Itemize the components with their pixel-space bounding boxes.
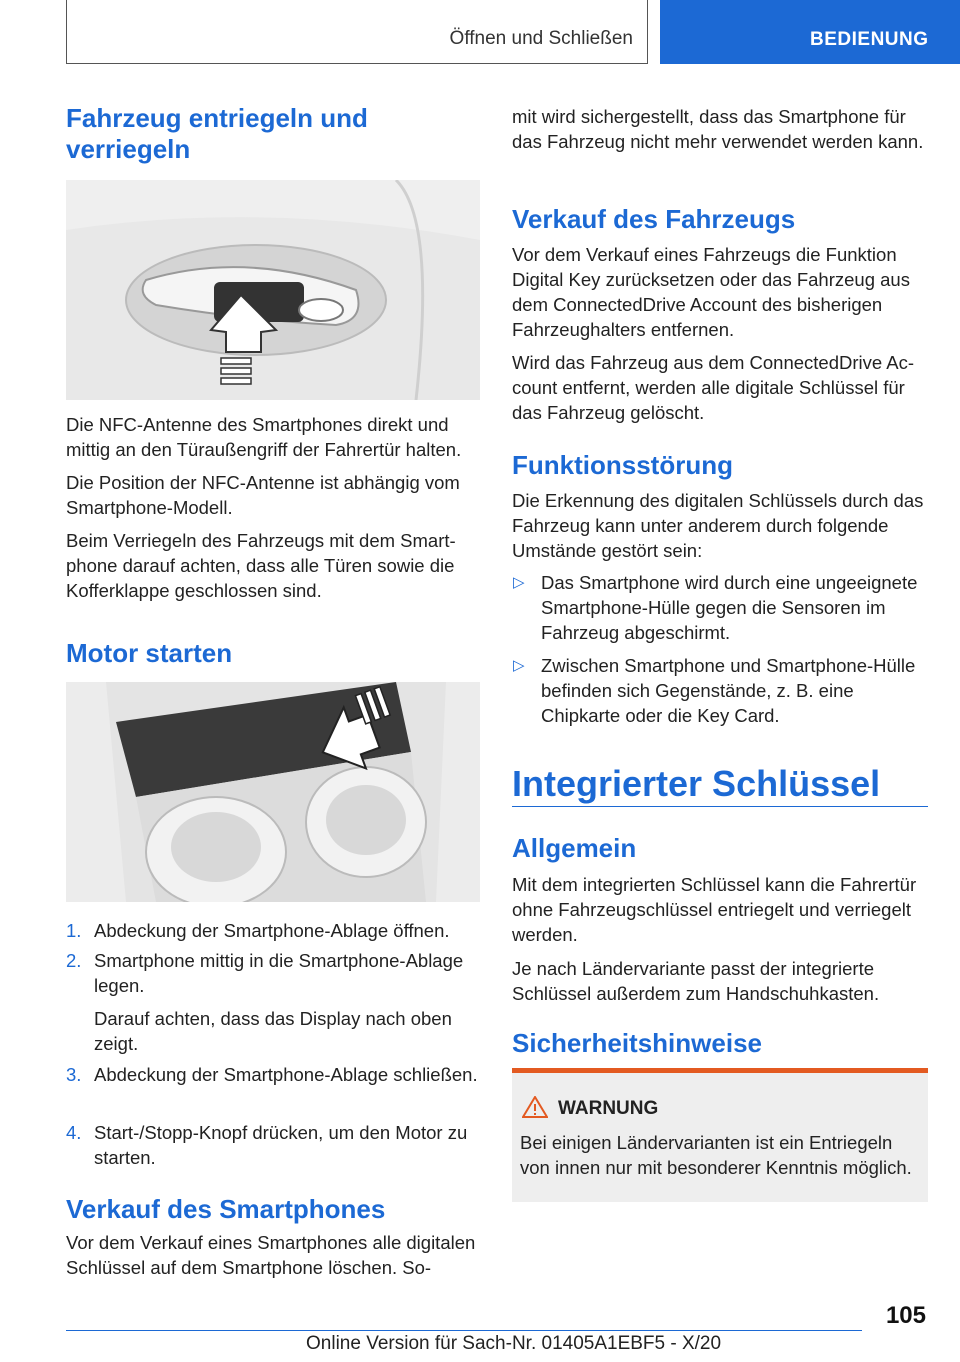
- warning-bar: [512, 1068, 928, 1073]
- step-text: Start-/Stopp-Knopf drücken, um den Motor zu starten.: [94, 1122, 468, 1168]
- unlock-paragraph-1: Die NFC-Antenne des Smartphones direkt und mittig an den Türaußengriff der Fahrertür halten.: [66, 414, 462, 460]
- step-text: Smartphone mittig in die Smartphone-Ablage legen.: [94, 950, 464, 996]
- step-number: 1.: [66, 920, 82, 941]
- heading-integrated-key: Integrierter Schlüssel: [512, 763, 881, 804]
- online-version-text: Online Version für Sach-Nr. 01405A1EBF5 - X/20: [306, 1333, 722, 1354]
- step-text: Abdeckung der Smartphone-Ablage schließen.: [94, 1064, 478, 1085]
- heading-sale-phone: Verkauf des Smartphones: [66, 1194, 386, 1224]
- sale-car-paragraph-1: Vor dem Verkauf eines Fahrzeugs die Funktion Digital Key zurücksetzen oder das Fahrzeug aus dem ConnectedDrive Account des bisherigen Fahrzeughalters entfernen.: [512, 244, 910, 340]
- sale-car-paragraph-2: Wird das Fahrzeug aus dem ConnectedDrive Account entfernt, werden alle digitale Schlüssel für das Fahrzeug gelöscht.: [512, 352, 915, 423]
- chapter-tab-label: BEDIENUNG: [810, 29, 929, 50]
- chapter-tab[interactable]: [660, 0, 960, 64]
- footer-rule: [66, 1330, 862, 1331]
- warning-triangle-icon: [522, 1096, 548, 1118]
- heading-rule: [512, 806, 928, 807]
- door-handle-illustration: [66, 180, 480, 400]
- header-box: [66, 0, 648, 64]
- section-title: Öffnen und Schließen: [449, 28, 633, 49]
- step-number: 4.: [66, 1122, 82, 1143]
- step-text: Abdeckung der Smartphone-Ablage öffnen.: [94, 920, 450, 941]
- heading-fault: Funktionsstörung: [512, 450, 733, 480]
- bullet-triangle-icon: ▷: [513, 574, 525, 591]
- warning-title: WARNUNG: [558, 1098, 659, 1119]
- page-number: 105: [885, 1302, 926, 1329]
- step-note: Darauf achten, dass das Display nach oben zeigt.: [94, 1008, 452, 1054]
- step-number: 2.: [66, 950, 82, 971]
- heading-safety: Sicherheitshinweise: [512, 1028, 762, 1058]
- phone-tray-illustration: [66, 682, 480, 902]
- warning-text: Bei einigen Ländervarianten ist ein Entriegeln von innen nur mit besonderer Kenntnis möglich.: [520, 1132, 912, 1178]
- heading-unlock: Fahrzeug entriegeln und verriegeln: [66, 103, 368, 164]
- unlock-paragraph-2: Die Position der NFC-Antenne ist abhängig vom Smartphone-Modell.: [66, 472, 460, 518]
- continued-paragraph: mit wird sichergestellt, dass das Smartphone für das Fahrzeug nicht mehr verwendet werden kann.: [512, 106, 924, 152]
- warning-box: [512, 1068, 928, 1202]
- fault-bullet-2: Zwischen Smartphone und Smartphone-Hülle befinden sich Gegenstände, z. B. eine Chipkarte oder die Key Card.: [541, 655, 916, 726]
- step-number: 3.: [66, 1064, 82, 1085]
- heading-general: Allgemein: [512, 833, 637, 863]
- fault-bullet-1: Das Smartphone wird durch eine ungeeignete Smartphone-Hülle gegen die Sensoren im Fahrzeug abgeschirmt.: [541, 572, 918, 643]
- heading-sale-car: Verkauf des Fahrzeugs: [512, 204, 796, 234]
- sale-phone-paragraph: Vor dem Verkauf eines Smartphones alle digitalen Schlüssel auf dem Smartphone löschen. So-: [66, 1232, 476, 1278]
- general-paragraph-2: Je nach Ländervariante passt der integrierte Schlüssel außerdem zum Handschuhkasten.: [512, 958, 880, 1004]
- unlock-paragraph-3: Beim Verriegeln des Fahrzeugs mit dem Smartphone darauf achten, dass alle Türen sowie die Kofferklappe geschlossen sind.: [66, 530, 456, 601]
- fault-paragraph: Die Erkennung des digitalen Schlüssels durch das Fahrzeug kann unter anderem durch folgende Umstände gestört sein:: [512, 490, 924, 561]
- bullet-triangle-icon: ▷: [513, 657, 525, 674]
- general-paragraph-1: Mit dem integrierten Schlüssel kann die Fahrertür ohne Fahrzeugschlüssel entriegelt und verriegelt werden.: [512, 874, 917, 945]
- heading-motor: Motor starten: [66, 638, 233, 668]
